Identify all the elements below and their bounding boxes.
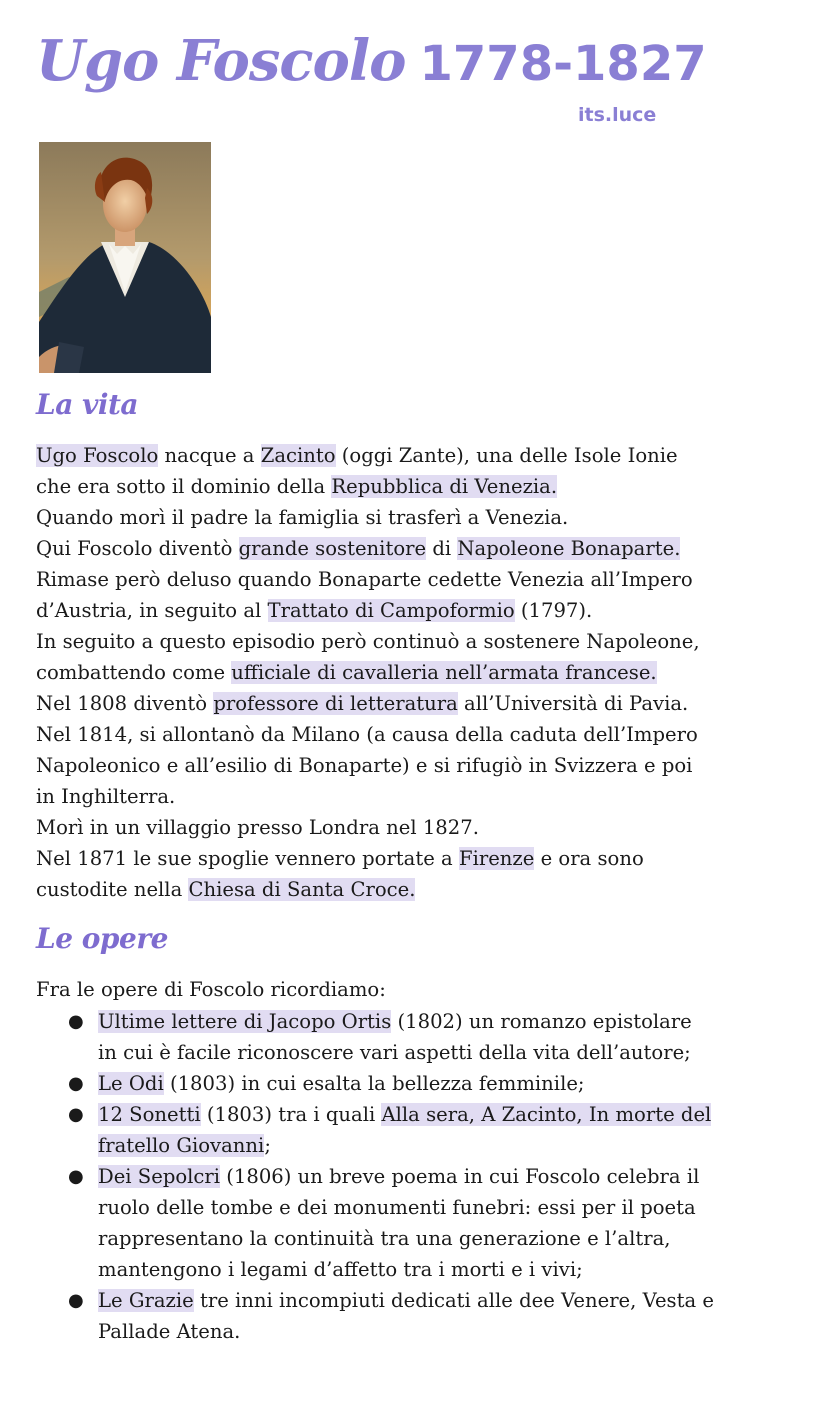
text-segment: d’Austria, in seguito al — [36, 599, 268, 622]
text-line — [98, 1316, 796, 1347]
text-segment: in Inghilterra. — [36, 785, 176, 808]
text-line — [36, 688, 796, 719]
title-name: Ugo Foscolo — [36, 28, 406, 94]
text-line — [98, 1037, 796, 1068]
bullet-icon: ● — [68, 1166, 84, 1187]
highlighted-text: Napoleone Bonaparte. — [457, 537, 681, 560]
text-line — [36, 626, 796, 657]
highlighted-text: Firenze — [458, 847, 535, 870]
text-segment: in cui è facile riconoscere vari aspetti della vita dell’autore; — [98, 1041, 691, 1064]
author-tag: its.luce — [578, 104, 657, 126]
text-segment: ruolo delle tombe e dei monumenti funebri: essi per il poeta — [98, 1196, 696, 1219]
list-item — [36, 1099, 796, 1161]
text-line — [98, 1130, 796, 1161]
text-segment: (1803) in cui esalta la bellezza femminile; — [163, 1072, 585, 1095]
text-line — [36, 843, 796, 874]
text-segment: Nel 1808 diventò — [36, 692, 214, 715]
page-header — [36, 28, 796, 128]
text-segment: Qui Foscolo diventò — [36, 537, 239, 560]
section-heading-la-vita: La vita — [36, 388, 139, 421]
highlighted-text: Dei Sepolcri — [98, 1165, 221, 1188]
text-segment: rappresentano la continuità tra una generazione e l’altra, — [98, 1227, 671, 1250]
highlighted-text: Repubblica di Venezia. — [331, 475, 558, 498]
text-line — [98, 1161, 796, 1192]
highlighted-text: Trattato di Campoformio — [267, 599, 515, 622]
text-segment: (oggi Zante), una delle Isole Ionie — [335, 444, 678, 467]
text-segment: (1806) un breve poema in cui Foscolo celebra il — [220, 1165, 700, 1188]
bullet-icon: ● — [68, 1073, 84, 1094]
text-line — [98, 1099, 796, 1130]
title-years: 1778-1827 — [419, 36, 707, 92]
text-line — [36, 440, 796, 471]
highlighted-text: Zacinto — [260, 444, 336, 467]
text-line — [36, 874, 796, 905]
highlighted-text: Ultime lettere di Jacopo Ortis — [98, 1010, 392, 1033]
bullet-icon: ● — [68, 1290, 84, 1311]
opere-intro: Fra le opere di Foscolo ricordiamo: — [36, 978, 386, 1001]
text-line — [36, 719, 796, 750]
text-line — [36, 812, 796, 843]
text-line — [36, 657, 796, 688]
section-heading-le-opere: Le opere — [36, 922, 168, 955]
text-segment: (1803) tra i quali — [200, 1103, 382, 1126]
portrait-image — [39, 142, 211, 373]
highlighted-text: ufficiale di cavalleria nell’armata francese. — [231, 661, 657, 684]
bullet-icon: ● — [68, 1011, 84, 1032]
highlighted-text: professore di letteratura — [213, 692, 458, 715]
text-line — [98, 1192, 796, 1223]
text-line — [36, 502, 796, 533]
text-line — [98, 1006, 796, 1037]
text-segment: Nel 1814, si allontanò da Milano (a causa della caduta dell’Impero — [36, 723, 698, 746]
highlighted-text: grande sostenitore — [238, 537, 427, 560]
text-segment: Quando morì il padre la famiglia si trasferì a Venezia. — [36, 506, 569, 529]
highlighted-text: 12 Sonetti — [98, 1103, 201, 1126]
bullet-icon: ● — [68, 1104, 84, 1125]
opere-list — [36, 1006, 796, 1347]
text-segment: che era sotto il dominio della — [36, 475, 332, 498]
text-segment: di — [426, 537, 458, 560]
text-segment: custodite nella — [36, 878, 189, 901]
highlighted-text: fratello Giovanni — [98, 1134, 265, 1157]
text-line — [98, 1254, 796, 1285]
text-segment: (1802) un romanzo epistolare — [391, 1010, 692, 1033]
text-line — [36, 750, 796, 781]
text-segment: nacque a — [158, 444, 261, 467]
text-line — [36, 564, 796, 595]
text-segment: Rimase però deluso quando Bonaparte cedette Venezia all’Impero — [36, 568, 693, 591]
text-segment: Napoleonico e all’esilio di Bonaparte) e si rifugiò in Svizzera e poi — [36, 754, 693, 777]
list-item — [36, 1161, 796, 1285]
text-segment: In seguito a questo episodio però continuò a sostenere Napoleone, — [36, 630, 700, 653]
text-line — [36, 595, 796, 626]
vita-paragraph — [36, 440, 796, 905]
text-segment: Nel 1871 le sue spoglie vennero portate a — [36, 847, 459, 870]
page-title — [36, 28, 707, 94]
text-segment: (1797). — [514, 599, 593, 622]
text-segment: tre inni incompiuti dedicati alle dee Venere, Vesta e — [193, 1289, 714, 1312]
list-item — [36, 1285, 796, 1347]
highlighted-text: Alla sera, A Zacinto, In morte del — [381, 1103, 712, 1126]
text-line — [98, 1285, 796, 1316]
text-segment: combattendo come — [36, 661, 232, 684]
highlighted-text: Ugo Foscolo — [36, 444, 159, 467]
text-line — [36, 781, 796, 812]
text-segment: Pallade Atena. — [98, 1320, 241, 1343]
list-item — [36, 1006, 796, 1068]
text-line — [36, 471, 796, 502]
text-segment: all’Università di Pavia. — [457, 692, 689, 715]
text-line — [98, 1068, 796, 1099]
text-segment: ; — [264, 1134, 271, 1157]
text-line — [36, 533, 796, 564]
text-segment: e ora sono — [534, 847, 644, 870]
highlighted-text: Le Grazie — [98, 1289, 194, 1312]
highlighted-text: Le Odi — [98, 1072, 164, 1095]
text-line — [98, 1223, 796, 1254]
text-segment: mantengono i legami d’affetto tra i morti e i vivi; — [98, 1258, 583, 1281]
highlighted-text: Chiesa di Santa Croce. — [188, 878, 416, 901]
list-item — [36, 1068, 796, 1099]
text-segment: Morì in un villaggio presso Londra nel 1827. — [36, 816, 479, 839]
